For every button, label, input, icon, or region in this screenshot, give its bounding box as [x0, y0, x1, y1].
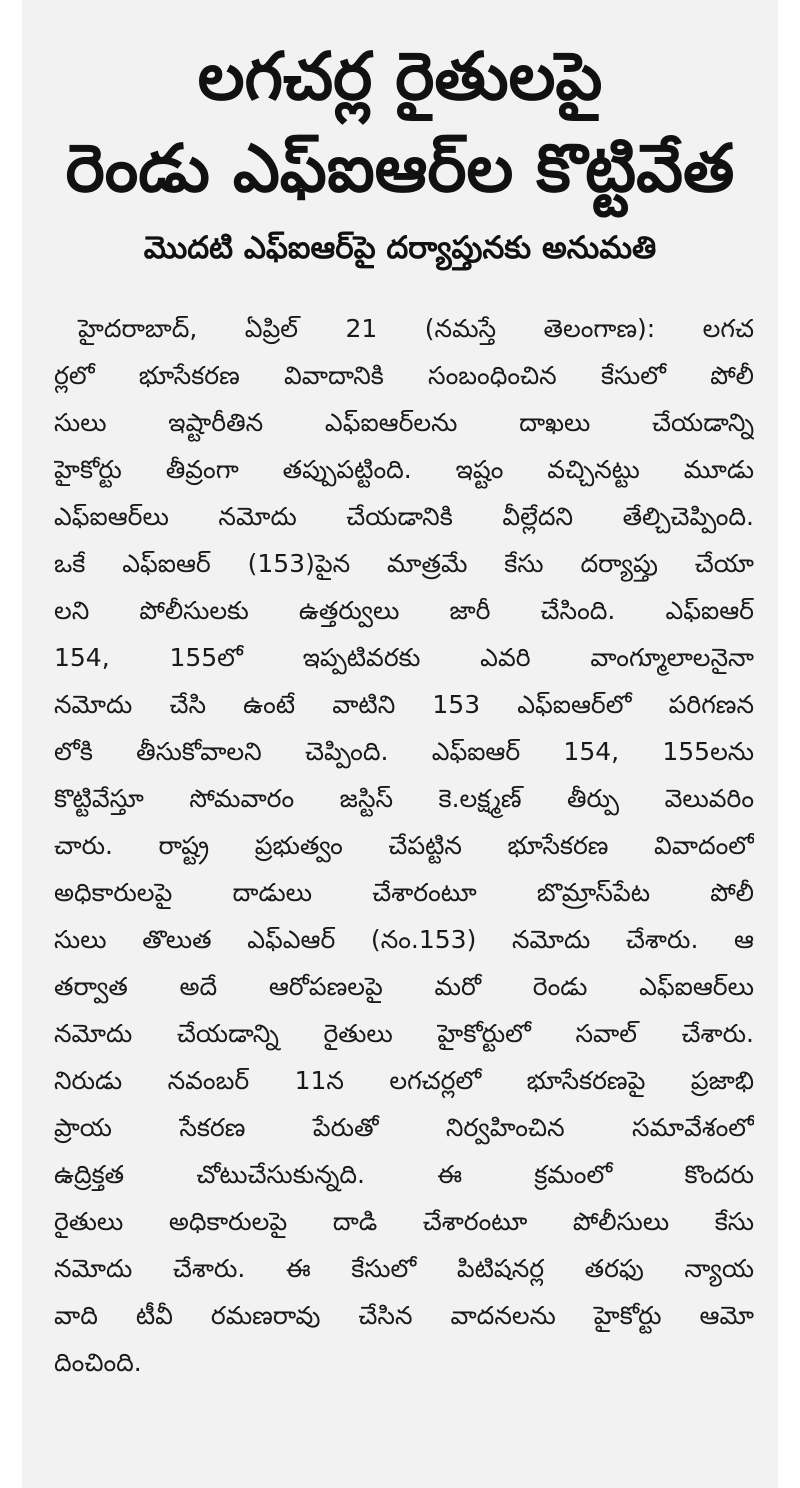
body-line: దించింది. [54, 1348, 142, 1377]
body-line: నమోదు చేశారు. ఈ కేసులో పిటిషనర్ల తరఫు న్యాయ [54, 1254, 754, 1283]
body-line: కొట్టివేస్తూ సోమవారం జస్టిస్ కె.లక్ష్మణ్ తీర్పు వెలువరిం [54, 784, 754, 813]
body-line: నిరుడు నవంబర్ 11న లగచర్లలో భూసేకరణపై ప్రజాభి [54, 1066, 754, 1095]
body-line: హైకోర్టు తీవ్రంగా తప్పుపట్టింది. ఇష్టం వచ్చినట్టు మూడు [54, 455, 754, 484]
body-line: ర్లలో భూసేకరణ వివాదానికి సంబంధించిన కేసులో పోలీ [54, 361, 754, 390]
body-line: అధికారులపై దాడులు చేశారంటూ బొమ్రాస్‌పేట పోలీ [54, 878, 754, 907]
body-line: లోకి తీసుకోవాలని చెప్పింది. ఎఫ్ఐఆర్ 154, 155లను [54, 737, 754, 766]
body-line: ఒకే ఎఫ్ఐఆర్ (153)పైన మాత్రమే కేసు దర్యాప్తు చేయా [54, 549, 754, 578]
body-line: చారు. రాష్ట్ర ప్రభుత్వం చేపట్టిన భూసేకరణ వివాదంలో [54, 831, 754, 860]
body-line: రైతులు అధికారులపై దాడి చేశారంటూ పోలీసులు కేసు [54, 1207, 754, 1236]
subheadline: మొదటి ఎఫ్ఐఆర్‌పై దర్యాప్తునకు అనుమతి [143, 230, 657, 266]
body-line: సులు ఇష్టారీతిన ఎఫ్ఐఆర్‌లను దాఖలు చేయడాన్ని [54, 408, 754, 437]
headline-line-2: రెండు ఎఫ్ఐఆర్‌ల కొట్టివేత [65, 130, 735, 207]
article-body [54, 305, 754, 1386]
body-line: ఎఫ్ఐఆర్‌లు నమోదు చేయడానికి వీల్లేదని తేల్చిచెప్పింది. [54, 502, 754, 531]
body-line: 154, 155లో ఇప్పటివరకు ఎవరి వాంగ్మూలాలనైనా [54, 643, 754, 672]
body-line: నమోదు చేసి ఉంటే వాటిని 153 ఎఫ్ఐఆర్‌లో పరిగణన [54, 690, 754, 719]
body-line: లని పోలీసులకు ఉత్తర్వులు జారీ చేసింది. ఎఫ్ఐఆర్ [54, 596, 754, 625]
body-line: వాది టీవీ రమణరావు చేసిన వాదనలను హైకోర్టు ఆమో [54, 1301, 754, 1330]
headline-line-1: లగచర్ల రైతులపై [197, 38, 603, 115]
body-line: హైదరాబాద్, ఏప్రిల్ 21 (నమస్తే తెలంగాణ): లగచ [78, 314, 754, 343]
body-line: సులు తొలుత ఎఫ్ఎఆర్ (నం.153) నమోదు చేశారు. ఆ [54, 925, 754, 954]
body-line: తర్వాత అదే ఆరోపణలపై మరో రెండు ఎఫ్ఐఆర్‌లు [54, 972, 754, 1001]
body-line: ప్రాయ సేకరణ పేరుతో నిర్వహించిన సమావేశంలో [54, 1113, 754, 1142]
body-line: నమోదు చేయడాన్ని రైతులు హైకోర్టులో సవాల్ చేశారు. [54, 1019, 754, 1048]
body-line: ఉద్రిక్తత చోటుచేసుకున్నది. ఈ క్రమంలో కొందరు [54, 1160, 754, 1189]
